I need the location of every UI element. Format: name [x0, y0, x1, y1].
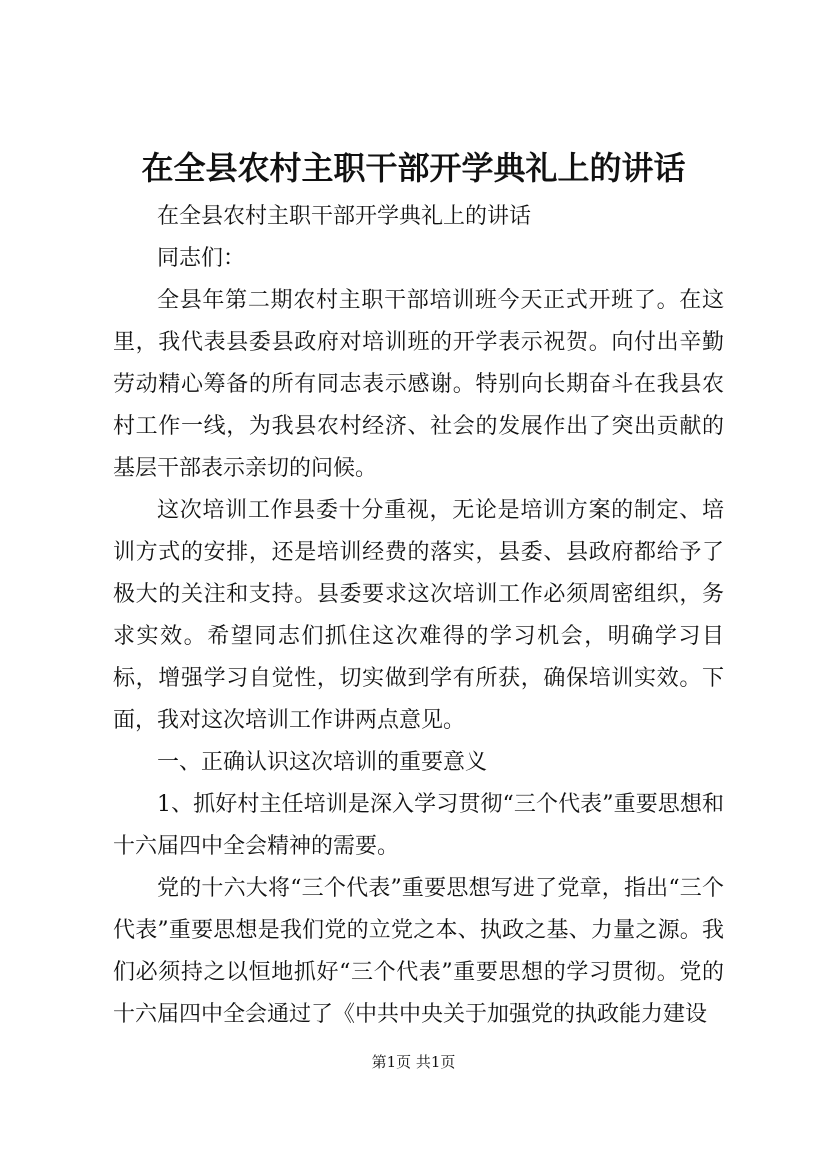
section-heading: 一、正确认识这次培训的重要意义: [157, 750, 488, 775]
paragraph: 全县年第二期农村主职干部培训班今天正式开班了。在这里，我代表县委县政府对培训班的开学表示祝贺。向付出辛勤劳动精心筹备的所有同志表示感谢。特别向长期奋斗在我县农村工作一线，为我县农村经济、社会的发展作出了突出贡献的基层干部表示亲切的问候。: [113, 288, 724, 481]
paragraph: 1、抓好村主任培训是深入学习贯彻“三个代表”重要思想和十六届四中全会精神的需要。: [113, 792, 724, 859]
paragraph: 党的十六大将“三个代表”重要思想写进了党章，指出“三个代表”重要思想是我们党的立党之本、执政之基、力量之源。我们必须持之以恒地抓好“三个代表”重要思想的学习贯彻。党的十六届四中全会通过了《中共中央关于加强党的执政能力建设: [113, 876, 724, 1027]
page-footer: 第1页 共1页: [371, 1053, 456, 1071]
document-title: 在全县农村主职干部开学典礼上的讲话: [141, 149, 686, 187]
paragraph: 同志们：: [157, 246, 246, 271]
document-body: [113, 196, 724, 1036]
paragraph: 在全县农村主职干部开学典礼上的讲话: [157, 204, 532, 229]
paragraph: 这次培训工作县委十分重视，无论是培训方案的制定、培训方式的安排，还是培训经费的落实，县委、县政府都给予了极大的关注和支持。县委要求这次培训工作必须周密组织，务求实效。希望同志们抓住这次难得的学习机会，明确学习目标，增强学习自觉性，切实做到学有所获，确保培训实效。下面，我对这次培训工作讲两点意见。: [113, 498, 724, 733]
